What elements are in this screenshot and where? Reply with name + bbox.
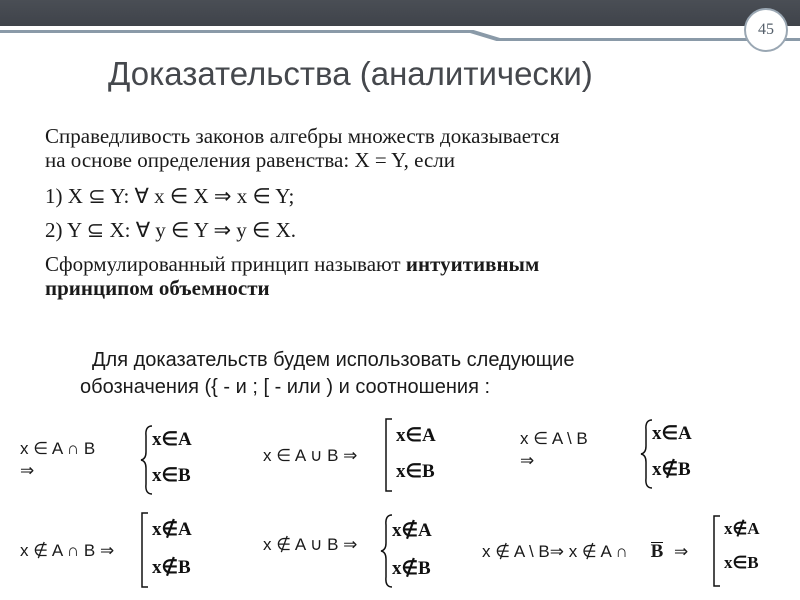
formula-4-system	[140, 512, 260, 588]
body-line-2: на основе определения равенства: X = Y, если	[45, 148, 456, 172]
formula-5-lhs: x ∉ A ∪ B ⇒	[263, 535, 358, 554]
note-line-1: Для доказательств будем использовать следующие	[92, 349, 575, 371]
square-bracket-icon	[712, 515, 722, 587]
formula-4-lhs: x ∉ A ∩ B ⇒	[20, 541, 115, 560]
principle-line-1	[45, 252, 785, 276]
slide-title: Доказательства (аналитически)	[108, 55, 593, 92]
principle-bold-1: интуитивным	[405, 252, 540, 276]
formula-1-arrow: ⇒	[20, 461, 35, 480]
formula-2-lhs: x ∈ A ∪ B ⇒	[263, 446, 358, 465]
slide-number-badge	[744, 8, 788, 52]
formula-3-row-2: x∉B	[652, 459, 691, 480]
principle-line-2	[45, 276, 785, 300]
formula-1-row-2: x∈B	[152, 465, 191, 486]
note-line-2: обозначения ({ - и ; [ - или ) и соотношения :	[80, 376, 491, 398]
body-line-1: Справедливость законов алгебры множеств доказывается	[45, 124, 560, 148]
formula-difference-lhs	[520, 428, 588, 472]
slide-body	[45, 124, 785, 300]
formula-not-union-lhs	[263, 534, 357, 556]
formula-2-row-2: x∈B	[396, 461, 435, 482]
formula-union-lhs	[263, 445, 357, 467]
square-bracket-icon	[140, 512, 150, 588]
formula-4-row-2: x∉B	[152, 557, 191, 578]
formula-6-row-1: x∉A	[724, 519, 760, 538]
square-bracket-icon	[384, 418, 394, 492]
formula-6-arrow: ⇒	[674, 542, 689, 561]
formula-3-system	[640, 418, 760, 490]
formula-4-row-1: x∉A	[152, 519, 192, 540]
formula-intersection-lhs	[20, 438, 95, 482]
principle-bold-2: принципом объемности	[45, 276, 270, 300]
decorative-line-step	[470, 30, 500, 41]
formula-3-arrow: ⇒	[520, 451, 535, 470]
formula-5-row-1: x∉A	[392, 520, 432, 541]
condition-2: 2) Y ⊆ X: ∀ y ∈ Y ⇒ y ∈ X.	[45, 218, 297, 242]
formula-1-row-1: x∈A	[152, 429, 192, 450]
formula-not-intersection-lhs	[20, 540, 114, 562]
principle-text: Сформулированный принцип называют	[45, 252, 406, 276]
formula-not-difference-lhs	[482, 541, 688, 563]
condition-1: 1) X ⊆ Y: ∀ x ∈ X ⇒ x ∈ Y;	[45, 184, 295, 208]
formula-5-row-2: x∉B	[392, 558, 431, 579]
formula-6-complement-b: B	[650, 541, 664, 562]
formula-6-row-2: x∈B	[724, 553, 759, 572]
decorative-line-left	[0, 30, 470, 33]
top-header-bar	[0, 0, 800, 26]
slide-number: 45	[758, 21, 774, 38]
formula-3-lhs: x ∈ A \ B	[520, 429, 588, 448]
formula-1-system	[140, 424, 260, 496]
formula-6-lhs: x ∉ A \ B⇒ x ∉ A ∩	[482, 542, 628, 561]
formula-2-row-1: x∈A	[396, 425, 436, 446]
formula-3-row-1: x∈A	[652, 423, 692, 444]
formula-6-system	[712, 515, 797, 587]
formula-2-system	[384, 418, 504, 492]
formula-1-lhs: x ∈ A ∩ B	[20, 439, 96, 458]
notation-note	[80, 347, 780, 401]
formula-5-system	[380, 513, 490, 589]
